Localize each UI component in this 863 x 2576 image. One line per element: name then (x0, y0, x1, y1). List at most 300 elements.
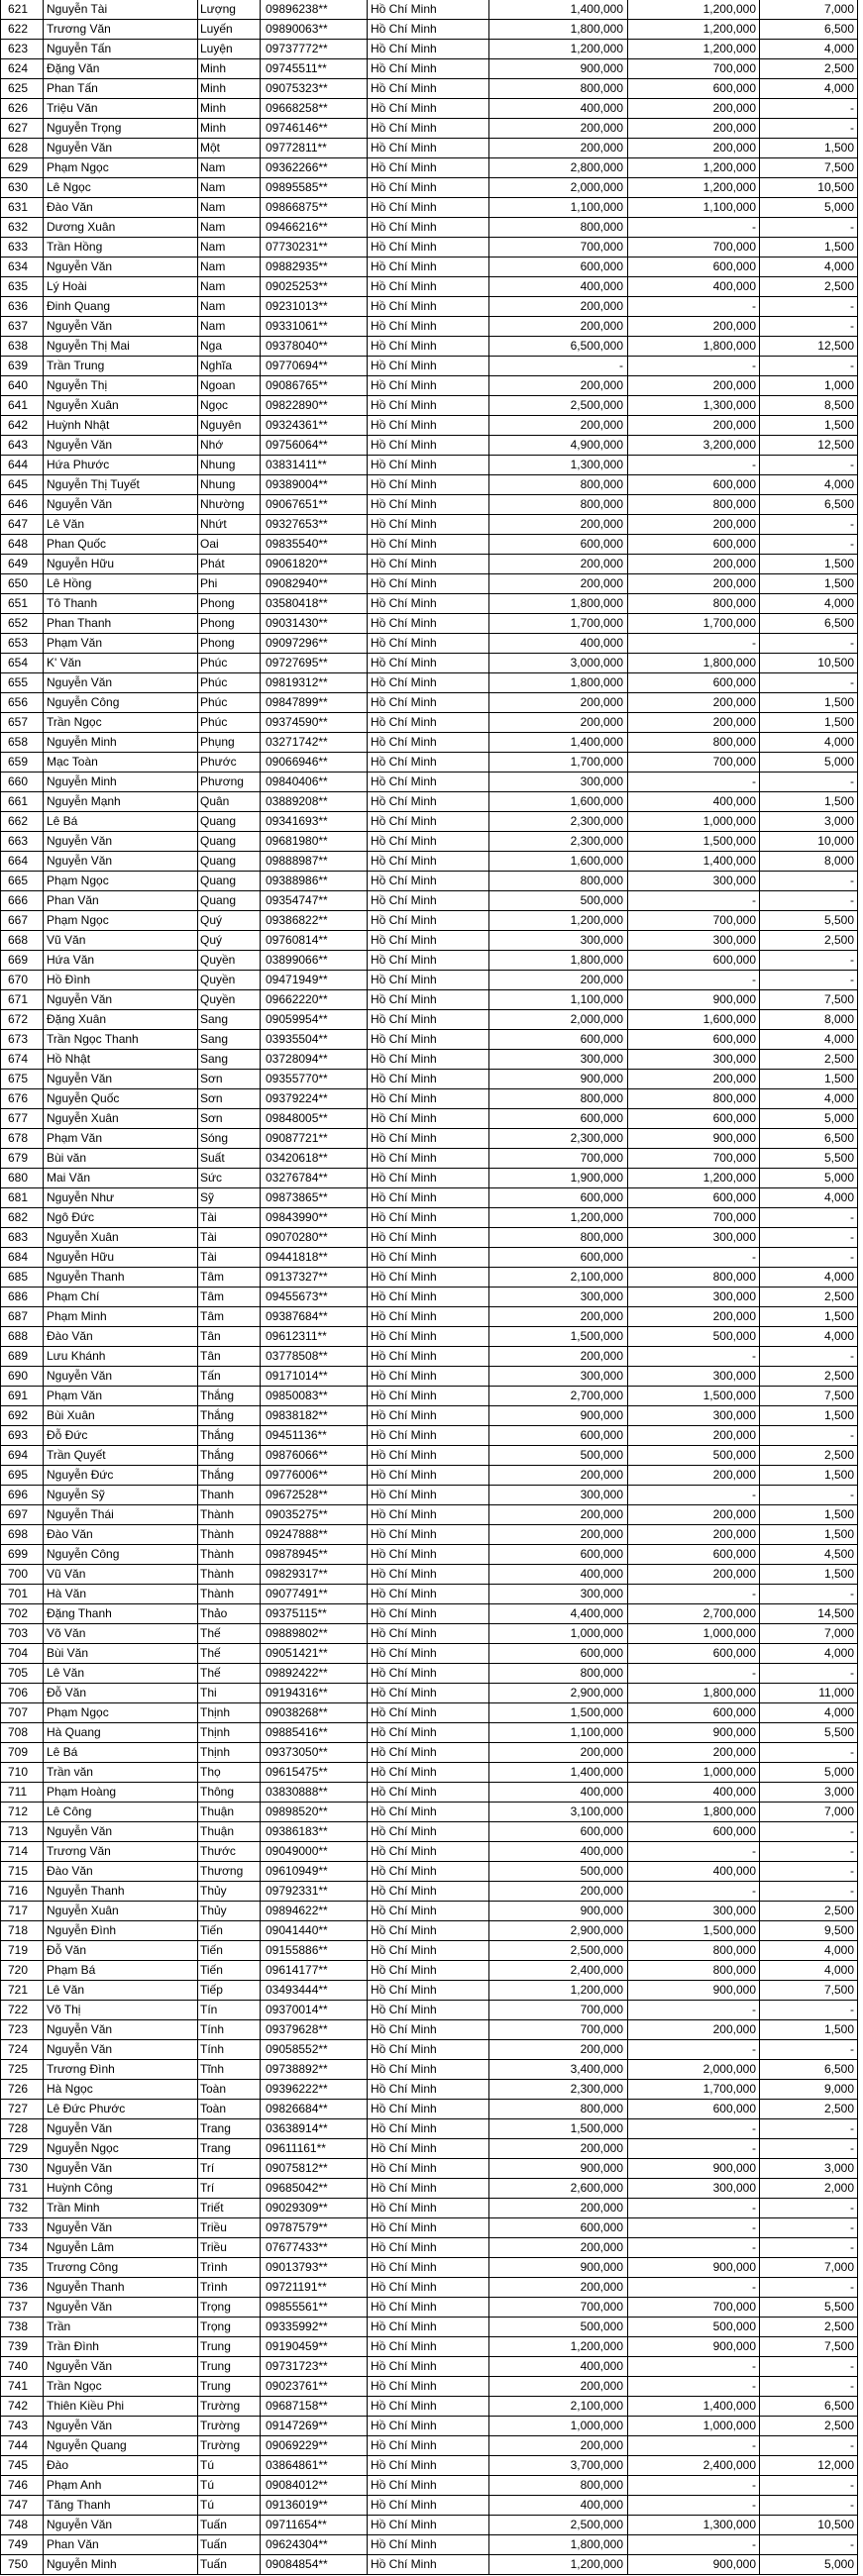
table-row (0, 990, 858, 1010)
cell-amount-2: - (628, 2199, 760, 2218)
cell-last-middle-name: Đặng Văn (44, 59, 198, 79)
cell-amount-2: 300,000 (628, 931, 760, 951)
cell-last-middle-name: Nguyễn Trọng (44, 119, 198, 139)
cell-amount-3: - (760, 2040, 858, 2060)
cell-amount-3: 4,000 (760, 1961, 858, 1981)
cell-phone: 09335992** (261, 2318, 368, 2337)
cell-city: Hồ Chí Minh (368, 1664, 489, 1684)
cell-last-middle-name: Hà Quang (44, 1723, 198, 1743)
cell-last-middle-name: Đào Văn (44, 1525, 198, 1545)
cell-amount-3: 7,500 (760, 1387, 858, 1406)
table-row (0, 1327, 858, 1347)
cell-amount-3: - (760, 1743, 858, 1763)
table-row (0, 1545, 858, 1565)
cell-first-name: Quý (198, 931, 261, 951)
cell-amount-1: 900,000 (489, 2159, 628, 2179)
cell-amount-3: 5,500 (760, 1149, 858, 1169)
cell-stt: 626 (0, 99, 44, 119)
cell-amount-3: - (760, 119, 858, 139)
cell-amount-3: 1,500 (760, 555, 858, 574)
cell-stt: 624 (0, 59, 44, 79)
cell-phone: 09389004** (261, 475, 368, 495)
cell-amount-1: 4,400,000 (489, 1604, 628, 1624)
cell-stt: 733 (0, 2218, 44, 2238)
cell-amount-3: 2,500 (760, 1288, 858, 1307)
cell-amount-3: 12,000 (760, 2456, 858, 2476)
cell-amount-2: 900,000 (628, 1129, 760, 1149)
cell-first-name: Thắng (198, 1446, 261, 1466)
cell-amount-1: 3,000,000 (489, 654, 628, 673)
cell-stt: 684 (0, 1248, 44, 1268)
cell-stt: 693 (0, 1426, 44, 1446)
cell-first-name: Nhứt (198, 515, 261, 535)
cell-phone: 09378040** (261, 337, 368, 357)
cell-stt: 638 (0, 337, 44, 357)
cell-stt: 706 (0, 1684, 44, 1703)
cell-phone: 09387684** (261, 1307, 368, 1327)
cell-last-middle-name: Nguyễn Thị Mai (44, 337, 198, 357)
cell-phone: 09610949** (261, 1862, 368, 1882)
cell-first-name: Phong (198, 594, 261, 614)
table-row (0, 218, 858, 238)
cell-stt: 634 (0, 258, 44, 277)
cell-amount-2: 600,000 (628, 258, 760, 277)
cell-phone: 09066946** (261, 753, 368, 773)
cell-last-middle-name: Phạm Ngọc (44, 911, 198, 931)
cell-stt: 650 (0, 574, 44, 594)
table-row (0, 59, 858, 79)
cell-city: Hồ Chí Minh (368, 792, 489, 812)
cell-last-middle-name: Lê Công (44, 1803, 198, 1822)
cell-amount-2: 500,000 (628, 1327, 760, 1347)
cell-city: Hồ Chí Minh (368, 852, 489, 872)
cell-last-middle-name: Nguyễn Văn (44, 1070, 198, 1089)
cell-city: Hồ Chí Minh (368, 614, 489, 634)
cell-phone: 09171014** (261, 1367, 368, 1387)
cell-first-name: Tân (198, 1347, 261, 1367)
cell-first-name: Nam (198, 238, 261, 258)
cell-phone: 09737772** (261, 40, 368, 59)
cell-first-name: Thủy (198, 1882, 261, 1902)
cell-last-middle-name: Bùi Văn (44, 1644, 198, 1664)
cell-last-middle-name: Nguyễn Văn (44, 139, 198, 158)
cell-amount-2: 200,000 (628, 574, 760, 594)
cell-amount-3: 2,500 (760, 2417, 858, 2436)
cell-amount-1: 1,500,000 (489, 1327, 628, 1347)
cell-city: Hồ Chí Minh (368, 1803, 489, 1822)
cell-stt: 691 (0, 1387, 44, 1406)
cell-stt: 690 (0, 1367, 44, 1387)
table-row (0, 1050, 858, 1070)
cell-stt: 692 (0, 1406, 44, 1426)
cell-amount-1: 200,000 (489, 376, 628, 396)
cell-city: Hồ Chí Minh (368, 1862, 489, 1882)
cell-amount-3: 2,500 (760, 1050, 858, 1070)
cell-amount-3: - (760, 2278, 858, 2298)
cell-amount-2: 1,000,000 (628, 1624, 760, 1644)
table-row (0, 1941, 858, 1961)
cell-amount-3: 9,000 (760, 2080, 858, 2100)
cell-amount-3: 5,000 (760, 1169, 858, 1188)
cell-stt: 679 (0, 1149, 44, 1169)
cell-last-middle-name: Nguyễn Ngọc (44, 2139, 198, 2159)
table-row (0, 1723, 858, 1743)
cell-stt: 660 (0, 773, 44, 792)
cell-last-middle-name: Phạm Văn (44, 1387, 198, 1406)
cell-phone: 09819312** (261, 673, 368, 693)
cell-amount-3: 5,000 (760, 2555, 858, 2575)
cell-first-name: Thảo (198, 1604, 261, 1624)
cell-amount-1: 600,000 (489, 2218, 628, 2238)
cell-amount-3: 1,500 (760, 1466, 858, 1486)
cell-first-name: Thế (198, 1624, 261, 1644)
cell-phone: 03778508** (261, 1347, 368, 1367)
cell-amount-2: - (628, 1842, 760, 1862)
cell-amount-2: 1,700,000 (628, 2080, 760, 2100)
cell-stt: 632 (0, 218, 44, 238)
table-row (0, 891, 858, 911)
table-row (0, 277, 858, 297)
cell-amount-1: 2,800,000 (489, 158, 628, 178)
cell-amount-3: 2,500 (760, 931, 858, 951)
cell-amount-2: 700,000 (628, 59, 760, 79)
table-row (0, 654, 858, 673)
cell-stt: 636 (0, 297, 44, 317)
cell-amount-2: - (628, 634, 760, 654)
cell-city: Hồ Chí Minh (368, 673, 489, 693)
cell-first-name: Thi (198, 1684, 261, 1703)
table-row (0, 40, 858, 59)
cell-amount-3: 2,500 (760, 1902, 858, 1921)
cell-last-middle-name: Nguyễn Thanh (44, 1268, 198, 1288)
cell-amount-1: - (489, 357, 628, 376)
cell-city: Hồ Chí Minh (368, 2298, 489, 2318)
table-row (0, 2397, 858, 2417)
cell-stt: 709 (0, 1743, 44, 1763)
cell-phone: 07677433** (261, 2238, 368, 2258)
cell-city: Hồ Chí Minh (368, 654, 489, 673)
cell-first-name: Ngọc (198, 396, 261, 416)
table-row (0, 1367, 858, 1387)
cell-city: Hồ Chí Minh (368, 2020, 489, 2040)
cell-amount-2: 600,000 (628, 79, 760, 99)
cell-first-name: Tuấn (198, 2555, 261, 2575)
cell-amount-3: - (760, 2238, 858, 2258)
cell-stt: 639 (0, 357, 44, 376)
cell-first-name: Quyền (198, 990, 261, 1010)
cell-stt: 696 (0, 1486, 44, 1505)
table-row (0, 733, 858, 753)
cell-amount-1: 800,000 (489, 218, 628, 238)
cell-first-name: Trung (198, 2337, 261, 2357)
table-row (0, 1089, 858, 1109)
cell-amount-1: 2,900,000 (489, 1921, 628, 1941)
cell-city: Hồ Chí Minh (368, 1783, 489, 1803)
cell-city: Hồ Chí Minh (368, 396, 489, 416)
cell-first-name: Trí (198, 2159, 261, 2179)
cell-city: Hồ Chí Minh (368, 891, 489, 911)
cell-stt: 715 (0, 1862, 44, 1882)
cell-phone: 09687158** (261, 2397, 368, 2417)
cell-first-name: Thông (198, 1783, 261, 1803)
cell-amount-3: 4,000 (760, 1327, 858, 1347)
cell-amount-2: - (628, 971, 760, 990)
cell-amount-3: 2,500 (760, 1367, 858, 1387)
cell-amount-3: 4,000 (760, 258, 858, 277)
cell-amount-3: - (760, 1347, 858, 1367)
cell-first-name: Tú (198, 2456, 261, 2476)
cell-phone: 09386822** (261, 911, 368, 931)
cell-city: Hồ Chí Minh (368, 1070, 489, 1089)
cell-amount-1: 300,000 (489, 773, 628, 792)
cell-phone: 09190459** (261, 2337, 368, 2357)
cell-first-name: Trình (198, 2278, 261, 2298)
table-row (0, 634, 858, 654)
cell-last-middle-name: Nguyễn Lâm (44, 2238, 198, 2258)
cell-amount-2: 1,300,000 (628, 396, 760, 416)
table-row (0, 1030, 858, 1050)
table-row (0, 1981, 858, 2001)
cell-last-middle-name: Nguyễn Văn (44, 2119, 198, 2139)
cell-amount-1: 1,600,000 (489, 792, 628, 812)
cell-phone: 09086765** (261, 376, 368, 396)
cell-amount-3: 9,500 (760, 1921, 858, 1941)
cell-stt: 648 (0, 535, 44, 555)
cell-city: Hồ Chí Minh (368, 2100, 489, 2119)
cell-amount-2: 700,000 (628, 1149, 760, 1169)
cell-stt: 744 (0, 2436, 44, 2456)
cell-amount-3: 2,500 (760, 2100, 858, 2119)
cell-city: Hồ Chí Minh (368, 1248, 489, 1268)
cell-first-name: Trang (198, 2119, 261, 2139)
cell-last-middle-name: Nguyễn Công (44, 693, 198, 713)
cell-phone: 09776006** (261, 1466, 368, 1486)
cell-phone: 09746146** (261, 119, 368, 139)
cell-phone: 09386183** (261, 1822, 368, 1842)
table-row (0, 2199, 858, 2218)
cell-amount-2: 200,000 (628, 1565, 760, 1585)
cell-amount-3: - (760, 515, 858, 535)
cell-last-middle-name: Đỗ Văn (44, 1684, 198, 1703)
cell-amount-2: - (628, 1585, 760, 1604)
cell-city: Hồ Chí Minh (368, 297, 489, 317)
cell-city: Hồ Chí Minh (368, 1486, 489, 1505)
cell-amount-2: 500,000 (628, 2318, 760, 2337)
cell-city: Hồ Chí Minh (368, 931, 489, 951)
cell-last-middle-name: Đặng Xuân (44, 1010, 198, 1030)
cell-amount-2: 3,200,000 (628, 436, 760, 456)
table-row (0, 2179, 858, 2199)
cell-city: Hồ Chí Minh (368, 2397, 489, 2417)
cell-amount-1: 400,000 (489, 1842, 628, 1862)
cell-amount-1: 200,000 (489, 416, 628, 436)
cell-first-name: Sơn (198, 1070, 261, 1089)
table-row (0, 753, 858, 773)
table-row (0, 1862, 858, 1882)
cell-stt: 708 (0, 1723, 44, 1743)
cell-first-name: Phụng (198, 733, 261, 753)
cell-last-middle-name: Hà Ngọc (44, 2080, 198, 2100)
cell-last-middle-name: Nguyễn Văn (44, 2516, 198, 2535)
cell-phone: 09738892** (261, 2060, 368, 2080)
table-row (0, 1822, 858, 1842)
cell-stt: 647 (0, 515, 44, 535)
cell-phone: 09878945** (261, 1545, 368, 1565)
cell-amount-3: 1,500 (760, 713, 858, 733)
cell-stt: 719 (0, 1941, 44, 1961)
cell-amount-3: 7,500 (760, 158, 858, 178)
cell-phone: 03889208** (261, 792, 368, 812)
cell-stt: 653 (0, 634, 44, 654)
cell-city: Hồ Chí Minh (368, 812, 489, 832)
cell-amount-2: 1,800,000 (628, 337, 760, 357)
cell-amount-3: - (760, 1426, 858, 1446)
cell-amount-2: 300,000 (628, 1367, 760, 1387)
cell-stt: 722 (0, 2001, 44, 2020)
cell-first-name: Tài (198, 1228, 261, 1248)
table-row (0, 1070, 858, 1089)
cell-stt: 697 (0, 1505, 44, 1525)
cell-stt: 658 (0, 733, 44, 753)
cell-amount-1: 2,500,000 (489, 396, 628, 416)
cell-amount-2: 600,000 (628, 1109, 760, 1129)
cell-phone: 09822890** (261, 396, 368, 416)
cell-last-middle-name: Nguyễn Đức (44, 1466, 198, 1486)
cell-phone: 03831411** (261, 456, 368, 475)
cell-phone: 09075323** (261, 79, 368, 99)
cell-last-middle-name: Trần Ngọc (44, 2377, 198, 2397)
cell-stt: 646 (0, 495, 44, 515)
cell-amount-2: 900,000 (628, 1981, 760, 2001)
cell-city: Hồ Chí Minh (368, 79, 489, 99)
cell-stt: 741 (0, 2377, 44, 2397)
cell-stt: 694 (0, 1446, 44, 1466)
cell-first-name: Thắng (198, 1406, 261, 1426)
cell-last-middle-name: Trần Trung (44, 357, 198, 376)
cell-phone: 09097296** (261, 634, 368, 654)
cell-amount-2: 200,000 (628, 1743, 760, 1763)
cell-city: Hồ Chí Minh (368, 1406, 489, 1426)
cell-city: Hồ Chí Minh (368, 1327, 489, 1347)
cell-amount-1: 1,400,000 (489, 1763, 628, 1783)
cell-amount-1: 700,000 (489, 1149, 628, 1169)
cell-last-middle-name: Nguyễn Đình (44, 1921, 198, 1941)
cell-amount-3: 3,000 (760, 812, 858, 832)
cell-amount-1: 200,000 (489, 2436, 628, 2456)
cell-amount-1: 1,100,000 (489, 990, 628, 1010)
cell-last-middle-name: Đào (44, 2456, 198, 2476)
cell-first-name: Minh (198, 59, 261, 79)
cell-city: Hồ Chí Minh (368, 574, 489, 594)
cell-first-name: Phước (198, 753, 261, 773)
cell-first-name: Oai (198, 535, 261, 555)
cell-city: Hồ Chí Minh (368, 2377, 489, 2397)
cell-stt: 635 (0, 277, 44, 297)
cell-amount-2: - (628, 2001, 760, 2020)
cell-first-name: Thành (198, 1585, 261, 1604)
cell-amount-1: 200,000 (489, 2199, 628, 2218)
cell-first-name: Thế (198, 1644, 261, 1664)
cell-amount-1: 200,000 (489, 1882, 628, 1902)
cell-amount-2: 1,200,000 (628, 178, 760, 198)
cell-last-middle-name: Phạm Hoàng (44, 1783, 198, 1803)
cell-first-name: Thuận (198, 1803, 261, 1822)
cell-phone: 09069229** (261, 2436, 368, 2456)
table-row (0, 1842, 858, 1862)
table-row (0, 1208, 858, 1228)
cell-amount-3: - (760, 891, 858, 911)
cell-amount-2: 1,500,000 (628, 1387, 760, 1406)
cell-first-name: Thành (198, 1525, 261, 1545)
table-row (0, 1466, 858, 1486)
cell-amount-1: 700,000 (489, 2020, 628, 2040)
cell-last-middle-name: Trương Văn (44, 20, 198, 40)
cell-amount-2: 1,800,000 (628, 1684, 760, 1703)
table-row (0, 158, 858, 178)
cell-last-middle-name: Tô Thanh (44, 594, 198, 614)
cell-amount-3: 7,500 (760, 1981, 858, 2001)
table-row (0, 971, 858, 990)
cell-amount-2: - (628, 2139, 760, 2159)
cell-last-middle-name: Bùi Xuân (44, 1406, 198, 1426)
cell-city: Hồ Chí Minh (368, 277, 489, 297)
cell-first-name: Quang (198, 832, 261, 852)
table-row (0, 555, 858, 574)
cell-amount-2: 1,000,000 (628, 2417, 760, 2436)
cell-amount-1: 1,500,000 (489, 2119, 628, 2139)
cell-amount-1: 1,800,000 (489, 594, 628, 614)
cell-amount-1: 900,000 (489, 1070, 628, 1089)
cell-amount-1: 3,400,000 (489, 2060, 628, 2080)
cell-amount-1: 1,800,000 (489, 2535, 628, 2555)
cell-city: Hồ Chí Minh (368, 2060, 489, 2080)
cell-first-name: Phúc (198, 713, 261, 733)
cell-last-middle-name: Nguyễn Như (44, 1188, 198, 1208)
cell-amount-3: - (760, 2476, 858, 2496)
cell-amount-3: 1,500 (760, 1307, 858, 1327)
table-row (0, 258, 858, 277)
cell-amount-2: 2,000,000 (628, 2060, 760, 2080)
cell-amount-1: 1,500,000 (489, 1703, 628, 1723)
cell-amount-3: 1,500 (760, 574, 858, 594)
cell-last-middle-name: Nguyễn Văn (44, 2159, 198, 2179)
cell-amount-3: 4,500 (760, 1545, 858, 1565)
cell-amount-2: - (628, 2357, 760, 2377)
table-row (0, 2377, 858, 2397)
cell-first-name: Tú (198, 2476, 261, 2496)
cell-last-middle-name: Phạm Văn (44, 634, 198, 654)
table-row (0, 812, 858, 832)
cell-amount-1: 200,000 (489, 119, 628, 139)
cell-stt: 663 (0, 832, 44, 852)
cell-city: Hồ Chí Minh (368, 119, 489, 139)
cell-stt: 672 (0, 1010, 44, 1030)
cell-stt: 746 (0, 2476, 44, 2496)
cell-phone: 09155886** (261, 1941, 368, 1961)
cell-city: Hồ Chí Minh (368, 1644, 489, 1664)
cell-stt: 666 (0, 891, 44, 911)
cell-city: Hồ Chí Minh (368, 258, 489, 277)
cell-amount-1: 1,800,000 (489, 20, 628, 40)
cell-city: Hồ Chí Minh (368, 2218, 489, 2238)
cell-last-middle-name: Trần văn (44, 1763, 198, 1783)
cell-phone: 09668258** (261, 99, 368, 119)
cell-amount-2: - (628, 456, 760, 475)
table-row (0, 2436, 858, 2456)
cell-phone: 09194316** (261, 1684, 368, 1703)
cell-amount-2: 600,000 (628, 2100, 760, 2119)
table-row (0, 1882, 858, 1902)
